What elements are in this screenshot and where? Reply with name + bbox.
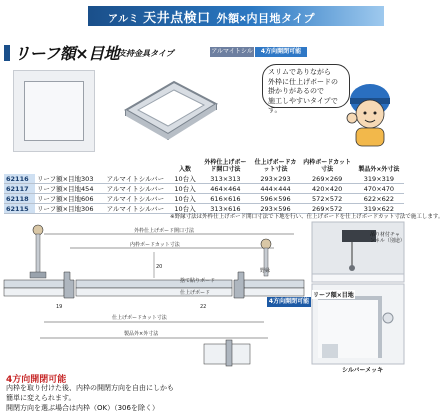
label-outer-opening: 外枠仕上げボード開口寸法 (134, 228, 195, 234)
page-title (108, 7, 315, 26)
column-header: 仕上げボードカット寸法 (254, 159, 297, 173)
mascot-illustration (340, 78, 402, 148)
dim-20: 20 (156, 264, 163, 270)
title-main: 天井点検口 (143, 10, 211, 25)
table-row (4, 174, 404, 184)
callout-line: 外枠に仕上げボードの (268, 77, 338, 86)
label-board-under: 捨て貼りボード (180, 278, 216, 284)
column-header: 製品外×外寸法 (358, 166, 400, 173)
product-name: リーフ額×目地303 (35, 174, 105, 184)
column-header (105, 150, 170, 174)
dim-inner-cut: 572×572 (301, 194, 354, 204)
section-heading: 4方向開閉可能 (6, 375, 67, 385)
callout-line: 掛かりがあるので (268, 87, 324, 95)
finish-tag: アルマイトシルバー (211, 48, 253, 65)
column-header (35, 150, 105, 174)
product-qty: 10台入 (170, 184, 201, 194)
table-row (4, 184, 404, 194)
dim-19: 19 (56, 304, 63, 310)
direction-badge: 4方向開閉可能 (255, 47, 307, 57)
dim-inner-cut: 420×420 (301, 184, 354, 194)
label-board-finish: 仕上げボード (180, 290, 211, 296)
install-label: 吊り材付チャンネル（別途） (370, 232, 405, 244)
series-description: 支持金具タイプ (118, 49, 174, 58)
label-finish-cut: 仕上げボードカット寸法 (112, 315, 167, 321)
dim-opening: 313×313 (200, 174, 250, 184)
product-name: リーフ額×目地306 (35, 204, 105, 214)
product-qty: 10台入 (170, 194, 201, 204)
dim-finish-cut: 293×596 (250, 204, 300, 214)
product-name: リーフ額×目地454 (35, 184, 105, 194)
dim-finish-cut: 444×444 (250, 184, 300, 194)
product-code: 62118 (4, 194, 35, 204)
spec-table (4, 150, 404, 214)
dim-inner-cut: 269×572 (301, 204, 354, 214)
product-finish: アルマイトシルバー (105, 194, 170, 204)
column-header (4, 150, 35, 174)
product-finish: アルマイトシルバー (105, 174, 170, 184)
product-code: 62116 (4, 174, 35, 184)
table-header-row (4, 150, 404, 174)
cross-section-diagram (4, 222, 304, 368)
body-line: 内枠を取り付けた後、内枠の開閉方向を自由にしかも (6, 384, 174, 392)
product-finish: アルマイトシルバー (105, 204, 170, 214)
column-header: 入数 (179, 166, 192, 173)
dim-outer: 470×470 (354, 184, 404, 194)
product-qty: 10台入 (170, 204, 201, 214)
title-prefix: アルミ (108, 14, 140, 25)
body-line: 開閉方向を選ぶ場合は内枠（OK）（306を除く） (6, 404, 159, 412)
leaf-caption: リーフ額×目地 (313, 292, 354, 299)
product-photo-frame (118, 70, 222, 148)
product-photo-panel (13, 70, 95, 152)
section-body (6, 383, 256, 413)
dim-22: 22 (200, 304, 207, 310)
series-marker (4, 45, 10, 61)
dim-inner-cut: 269×269 (301, 174, 354, 184)
dim-opening: 313×616 (200, 204, 250, 214)
speech-callout (262, 64, 350, 114)
product-code: 62117 (4, 184, 35, 194)
product-finish: アルマイトシルバー (105, 184, 170, 194)
table-note: ※野縁寸法は外枠仕上げボード開口寸法で下地を行い、仕上げボードを仕上げボードカット寸法で施工します。 (170, 214, 443, 220)
product-code: 62115 (4, 204, 35, 214)
install-photo (312, 222, 404, 282)
silver-caption: シルバーメッキ (342, 367, 384, 374)
column-header: 外枠仕上げボード開口寸法 (204, 159, 247, 173)
callout-line: スリムでありながら (268, 68, 331, 76)
table-row (4, 194, 404, 204)
title-subtitle: 外額×内目地タイプ (216, 13, 315, 25)
column-header: 内枠ボードカット寸法 (303, 159, 352, 173)
dim-outer: 622×622 (354, 194, 404, 204)
product-qty: 10台入 (170, 174, 201, 184)
dim-opening: 616×616 (200, 194, 250, 204)
direction-badge-small: 4方向開閉可能 (268, 298, 310, 305)
label-product-outer: 製品外×外寸法 (124, 331, 159, 337)
dim-outer: 319×622 (354, 204, 404, 214)
product-name: リーフ額×目地606 (35, 194, 105, 204)
body-line: 簡単に変えられます。 (6, 394, 76, 402)
callout-line: 施工しやすいタイプです。 (268, 96, 338, 114)
dim-opening: 464×464 (200, 184, 250, 194)
dim-finish-cut: 596×596 (250, 194, 300, 204)
label-ceiling: 野縁 (260, 268, 271, 274)
label-inner-cut: 内枠ボードカット寸法 (130, 242, 180, 248)
series-name: リーフ額×目地 (14, 44, 120, 63)
dim-outer: 319×319 (354, 174, 404, 184)
dim-finish-cut: 293×293 (250, 174, 300, 184)
